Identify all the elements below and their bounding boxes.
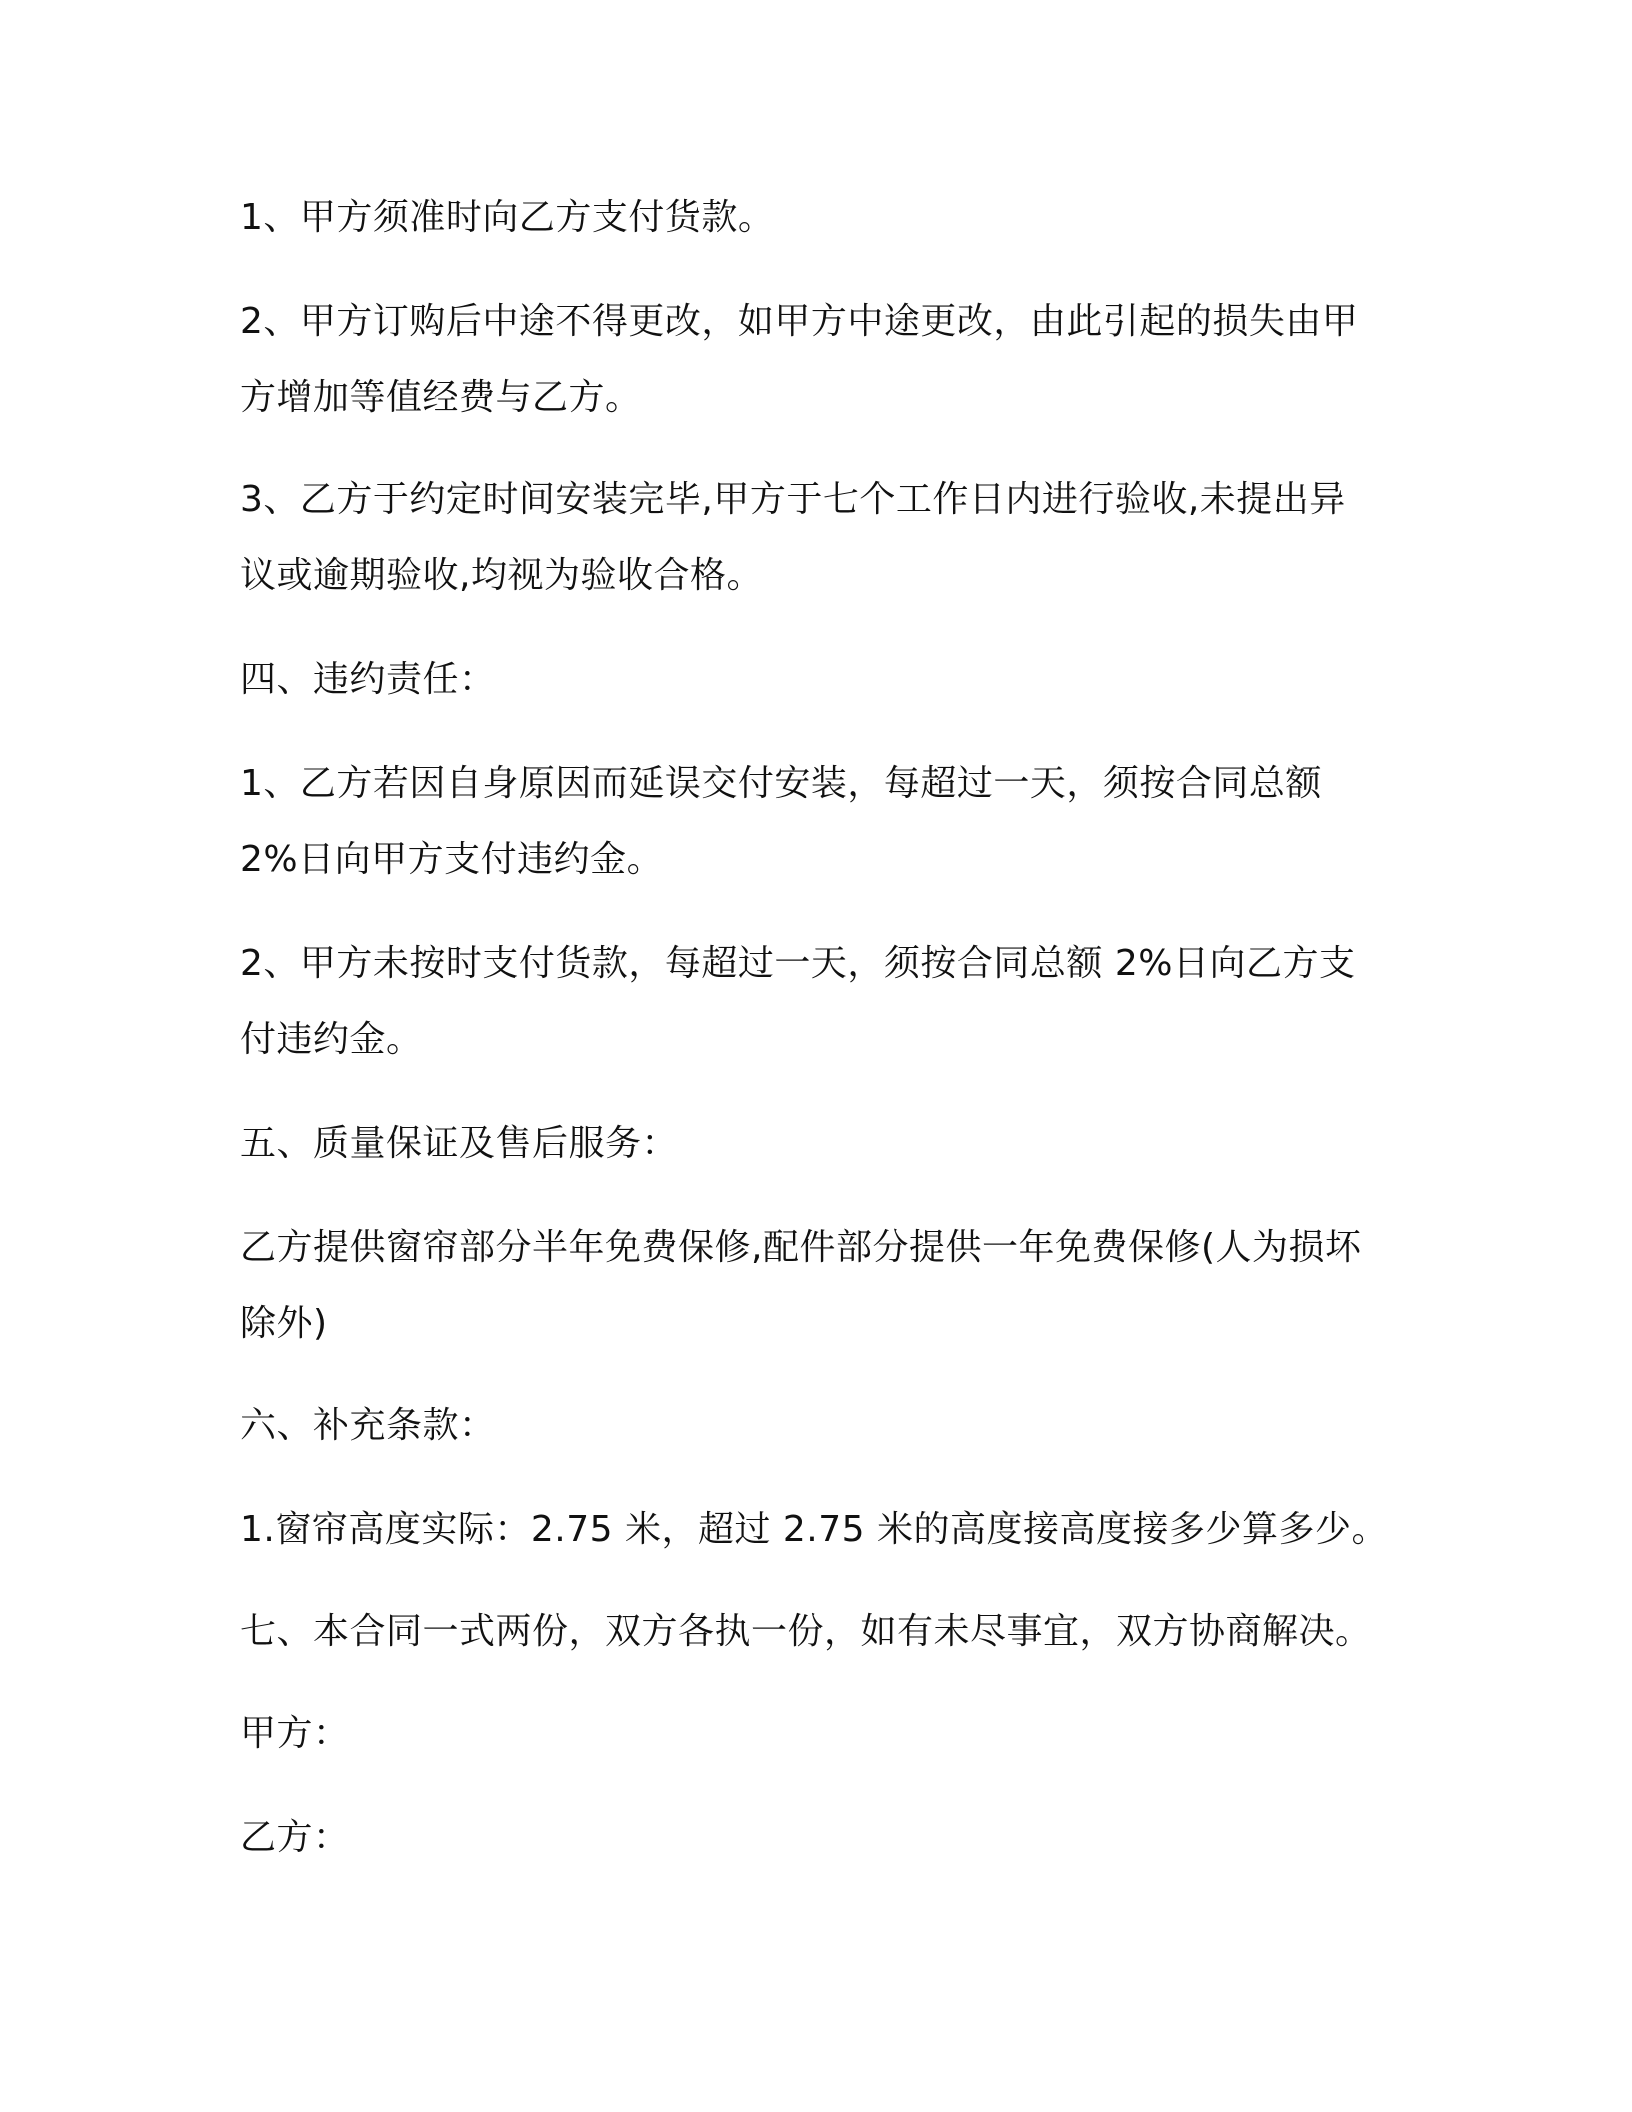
section-seven-copies: 七、本合同一式两份，双方各执一份，如有未尽事宜，双方协商解决。 xyxy=(240,1611,1372,1652)
section-heading-warranty: 五、质量保证及售后服务： xyxy=(240,1123,679,1164)
clause-3-1-line: 1、甲方须准时向乙方支付货款。 xyxy=(240,197,775,238)
clause-3-2-line-2: 方增加等值经费与乙方。 xyxy=(240,377,642,418)
section-heading-liability: 四、违约责任： xyxy=(240,659,496,700)
section-heading-supplementary: 六、补充条款： xyxy=(240,1405,496,1446)
clause-4-1-line-1: 1、乙方若因自身原因而延误交付安装，每超过一天，须按合同总额 xyxy=(240,763,1322,804)
clause-4-2-line-1: 2、甲方未按时支付货款，每超过一天，须按合同总额 2%日向乙方支 xyxy=(240,943,1356,984)
clause-4-1-line-2: 2%日向甲方支付违约金。 xyxy=(240,839,664,880)
clause-3-3-line-1: 3、乙方于约定时间安装完毕,甲方于七个工作日内进行验收,未提出异 xyxy=(240,479,1346,520)
party-b-signature-label: 乙方： xyxy=(240,1817,350,1858)
party-a-signature-label: 甲方： xyxy=(240,1713,350,1754)
clause-3-2-line-1: 2、甲方订购后中途不得更改，如甲方中途更改，由此引起的损失由甲 xyxy=(240,301,1359,342)
supplementary-clause-1: 1.窗帘高度实际：2.75 米，超过 2.75 米的高度接高度接多少算多少。 xyxy=(240,1509,1388,1550)
clause-4-2-line-2: 付违约金。 xyxy=(240,1019,423,1060)
warranty-line-1: 乙方提供窗帘部分半年免费保修,配件部分提供一年免费保修(人为损坏 xyxy=(240,1227,1362,1268)
warranty-line-2: 除外) xyxy=(240,1303,328,1344)
clause-3-3-line-2: 议或逾期验收,均视为验收合格。 xyxy=(240,555,763,596)
